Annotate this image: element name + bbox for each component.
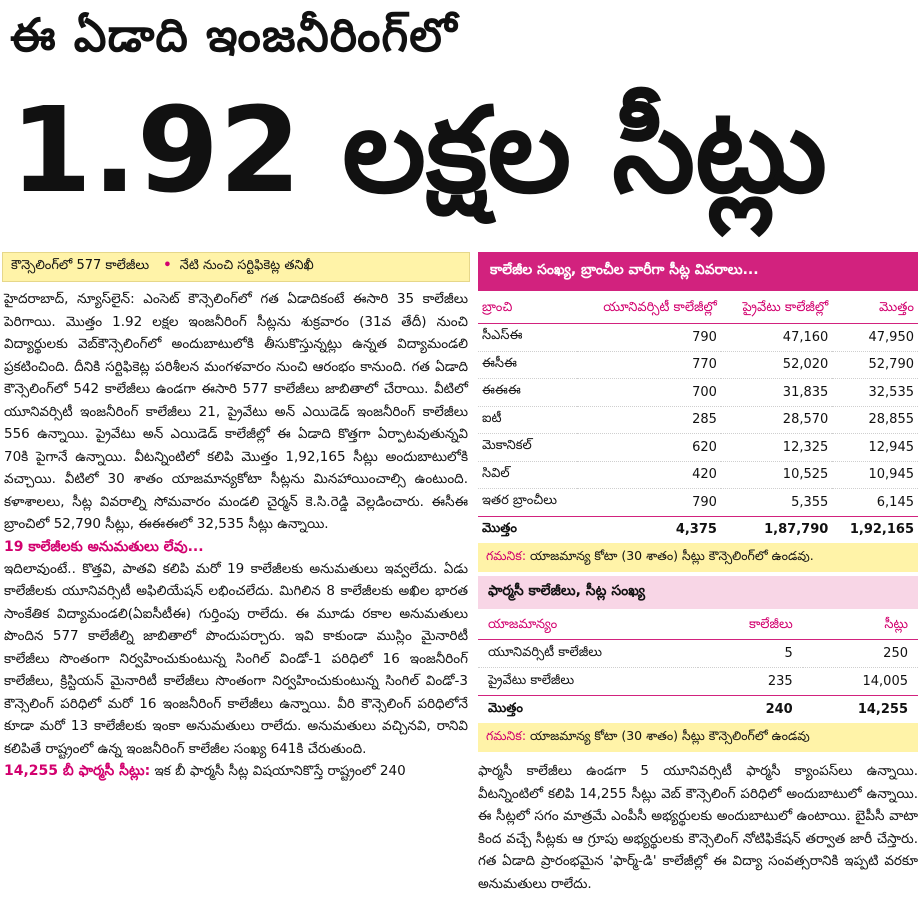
cell-branch: సీఎస్ఈ: [478, 324, 577, 352]
article-paragraph-1: హైదరాబాద్, న్యూస్‌లైన్: ఎంసెట్ కౌన్సెలింగ్‌లో గత ఏడాదికంటే ఈసారి 35 కాలేజీలు పెరిగాయి. మొత్తం 1.92 లక్షల ఇంజనీరింగ్ సీట్లను శుక్రవారం (31వ తేదీ) నుంచి విద్యార్థులకు వెబ్‌కౌన్సెలింగ్‌లో అందుబాటులోకి తీసుకొస్తున్నట్లు ఉన్నత విద్యామండలి ప్రకటించింది. దీనికి సర్టిఫికెట్ల పరిశీలన మంగళవారం నుంచి ఆరంభం కానుంది. గత ఏడాది కౌన్సెలింగ్‌లో 542 కాలేజీలు ఉండగా ఈసారి 577 కాలేజీలు జాబితాలో చేరాయి. వీటిలో యూనివర్సిటీ ఇంజనీరింగ్ కాలేజీలు 21, ప్రైవేటు అన్ ఎయిడెడ్ ఇంజనీరింగ్ కాలేజీలు 556 ఉన్నాయి. ప్రైవేటు అన్ ఎయిడెడ్ కాలేజీల్లో ఈ ఏడాది కొత్తగా ఏర్పాటవుతున్నవి 70కి పైగానే ఉన్నాయి. వీటన్నింటిలో కలిపి మొత్తం 1,92,165 సీట్లు అందుబాటులోకి వచ్చాయి. వీటిలో 30 శాతం యాజమాన్యకోటా సీట్లను మినహాయించాల్సి ఉంటుంది. కళాశాలలు, సీట్ల వివరాల్ని సోమవారం మండలి చైర్మన్ కె.సి.రెడ్డి వెల్లడించారు. ఈసీఈ బ్రాంచిలో 52,790 సీట్లు, ఈఈఈలో 32,535 సీట్లు ఉన్నాయి.: [4, 291, 468, 532]
bullet-icon: •: [163, 258, 172, 273]
subheading-no-approvals: 19 కాలేజీలకు అనుమతులు లేవు...: [4, 538, 204, 555]
article-paragraph-2: ఇదిలావుంటే.. కొత్తవి, పాతవి కలిపి మరో 19 కాలేజీలకు అనుమతులు ఇవ్వలేదు. ఏడు కాలేజీలకు యూనివర్సిటీ అఫిలియేషన్ లభించలేదు. మిగిలిన 8 కాలేజీలకు అఖిల భారత సాంకేతిక విద్యామండలి(ఏఐసీటీఈ) గుర్తింపు రాలేదు. ఈ మూడు రకాల అనుమతులు పొందిన 577 కాలేజీల్ని జాబితాలో పొందుపర్చారు. ఇవి కాకుండా ముస్లిం మైనారిటీ కాలేజీలు సొంతంగా నిర్వహించుకుంటున్న సింగిల్ విండో-1 పరిధిలో 16 ఇంజనీరింగ్ కాలేజీలు, క్రిస్టియన్ మైనారిటీ కాలేజీలు సొంతంగా నిర్వహించుకుంటున్న సింగిల్ విండో-3 కౌన్సెలింగ్ పరిధిలో మరో 16 ఇంజనీరింగ్ కాలేజీలు ఉన్నాయి. వీరి కౌన్సెలింగ్ పరిధిలోనే కూడా మరో 13 కాలేజీలకు ఇంకా అనుమతులు రాలేదు. అనుమతులు వచ్చినవి, రానివి కలిపితే రాష్ట్రంలో ఉన్న ఇంజనీరింగ్ కాలేజీల సంఖ్య 641కి చేరుతుంది.: [4, 560, 468, 757]
highlight-item-1: కౌన్సెలింగ్‌లో 577 కాలేజీలు: [11, 258, 150, 273]
cell-university: 790: [577, 324, 721, 352]
header-colleges: కాలేజీలు: [698, 609, 803, 640]
cell-university: 790: [577, 489, 721, 517]
header-branch: బ్రాంచి: [478, 291, 577, 324]
cell-total: 12,945: [832, 434, 918, 462]
cell-colleges: 5: [698, 640, 803, 668]
article-paragraph-3: [2, 760, 470, 783]
cell-branch: ఈసీఈ: [478, 351, 577, 379]
cell-university: 285: [577, 406, 721, 434]
header-seats: సీట్లు: [803, 609, 918, 640]
cell-branch: సివిల్: [478, 461, 577, 489]
cell-total-label: మొత్తం: [478, 696, 698, 724]
cell-total-private: 1,87,790: [721, 516, 832, 543]
cell-university: 700: [577, 379, 721, 407]
cell-total: 32,535: [832, 379, 918, 407]
cell-total-university: 4,375: [577, 516, 721, 543]
cell-total-label: మొత్తం: [478, 516, 577, 543]
table-row: [478, 668, 918, 696]
cell-total: 47,950: [832, 324, 918, 352]
cell-branch: ఐటీ: [478, 406, 577, 434]
table-row: [478, 489, 918, 517]
cell-management: ప్రైవేటు కాలేజీలు: [478, 668, 698, 696]
header-private: ప్రైవేటు కాలేజీల్లో: [721, 291, 832, 324]
table-row: [478, 379, 918, 407]
stats-box-title: కాలేజీల సంఖ్య, బ్రాంచీల వారీగా సీట్ల వివరాలు...: [478, 252, 918, 291]
pharmacy-paragraph: ఫార్మసీ కాలేజీలు ఉండగా 5 యూనివర్సిటీ ఫార్మసీ క్యాంపస్‌లు ఉన్నాయి. వీటన్నింటిలో కలిపి 14,255 సీట్లు వెబ్ కౌన్సెలింగ్ పరిధిలో అందుబాటులో ఉన్నాయి. ఈ సీట్లలో సగం మాత్రమే ఎంపీసీ అభ్యర్థులకు అందుబాటులో ఉంటాయి. బైపీసీ వాటా కింద వచ్చే సీట్లకు ఆ గ్రూపు అభ్యర్థులకు కౌన్సెలింగ్ నోటిఫికేషన్ తర్వాత జారీ చేస్తారు. గత ఏడాది ప్రారంభమైన 'ఫార్మ్-డి' కాలేజీల్లో ఈ విద్యా సంవత్సరానికి ఇప్పటి వరకూ అనుమతులు రాలేదు.: [478, 763, 918, 892]
pharmacy-table-title: ఫార్మసీ కాలేజీలు, సీట్ల సంఖ్య: [478, 576, 918, 609]
branch-seats-table: [478, 291, 918, 543]
note-label: గమనిక:: [486, 548, 527, 563]
cell-branch: మెకానికల్: [478, 434, 577, 462]
cell-branch: ఈఈఈ: [478, 379, 577, 407]
cell-colleges: 235: [698, 668, 803, 696]
cell-seats: 250: [803, 640, 918, 668]
main-article-column: [2, 252, 470, 783]
note-label: గమనిక:: [486, 728, 527, 743]
cell-seats: 14,005: [803, 668, 918, 696]
table-total-row: [478, 696, 918, 724]
cell-private: 47,160: [721, 324, 832, 352]
cell-private: 5,355: [721, 489, 832, 517]
pharmacy-note: [478, 723, 918, 752]
table-row: [478, 406, 918, 434]
cell-total: 10,945: [832, 461, 918, 489]
cell-total-seats: 14,255: [803, 696, 918, 724]
table-header-row: [478, 609, 918, 640]
cell-management: యూనివర్సిటీ కాలేజీలు: [478, 640, 698, 668]
header-total: మొత్తం: [832, 291, 918, 324]
cell-total: 28,855: [832, 406, 918, 434]
engineering-note: [478, 543, 918, 572]
header-management: యాజమాన్యం: [478, 609, 698, 640]
table-row: [478, 351, 918, 379]
headline-line2: 1.92 లక్షల సీట్లు: [10, 81, 827, 219]
cell-branch: ఇతర బ్రాంచీలు: [478, 489, 577, 517]
stats-sidebar: [478, 252, 918, 895]
cell-private: 52,020: [721, 351, 832, 379]
table-header-row: [478, 291, 918, 324]
cell-grand-total: 1,92,165: [832, 516, 918, 543]
cell-university: 620: [577, 434, 721, 462]
cell-private: 10,525: [721, 461, 832, 489]
note-text: యాజమాన్య కోటా (30 శాతం) సీట్లు కౌన్సెలింగ్‌లో ఉండవు: [530, 728, 810, 743]
article-paragraph-3-text: ఇక బీ ఫార్మసీ సీట్ల విషయానికొస్తే రాష్ట్రంలో 240: [154, 763, 406, 779]
cell-private: 12,325: [721, 434, 832, 462]
table-row: [478, 461, 918, 489]
cell-private: 28,570: [721, 406, 832, 434]
cell-total: 6,145: [832, 489, 918, 517]
table-total-row: [478, 516, 918, 543]
header-university: యూనివర్సిటీ కాలేజీల్లో: [577, 291, 721, 324]
table-row: [478, 640, 918, 668]
headline-line1: ఈ ఏడాది ఇంజనీరింగ్‌లో: [10, 8, 458, 62]
highlights-bar: [2, 252, 470, 282]
highlight-item-2: నేటి నుంచి సర్టిఫికెట్ల తనిఖీ: [179, 258, 314, 273]
cell-university: 420: [577, 461, 721, 489]
table-row: [478, 434, 918, 462]
note-text: యాజమాన్య కోటా (30 శాతం) సీట్లు కౌన్సెలింగ్‌లో ఉండవు.: [530, 548, 814, 563]
cell-total-colleges: 240: [698, 696, 803, 724]
pharmacy-seats-table: [478, 609, 918, 723]
cell-total: 52,790: [832, 351, 918, 379]
cell-private: 31,835: [721, 379, 832, 407]
table-row: [478, 324, 918, 352]
subheading-bpharmacy: 14,255 బీ ఫార్మసీ సీట్లు:: [4, 763, 151, 779]
cell-university: 770: [577, 351, 721, 379]
